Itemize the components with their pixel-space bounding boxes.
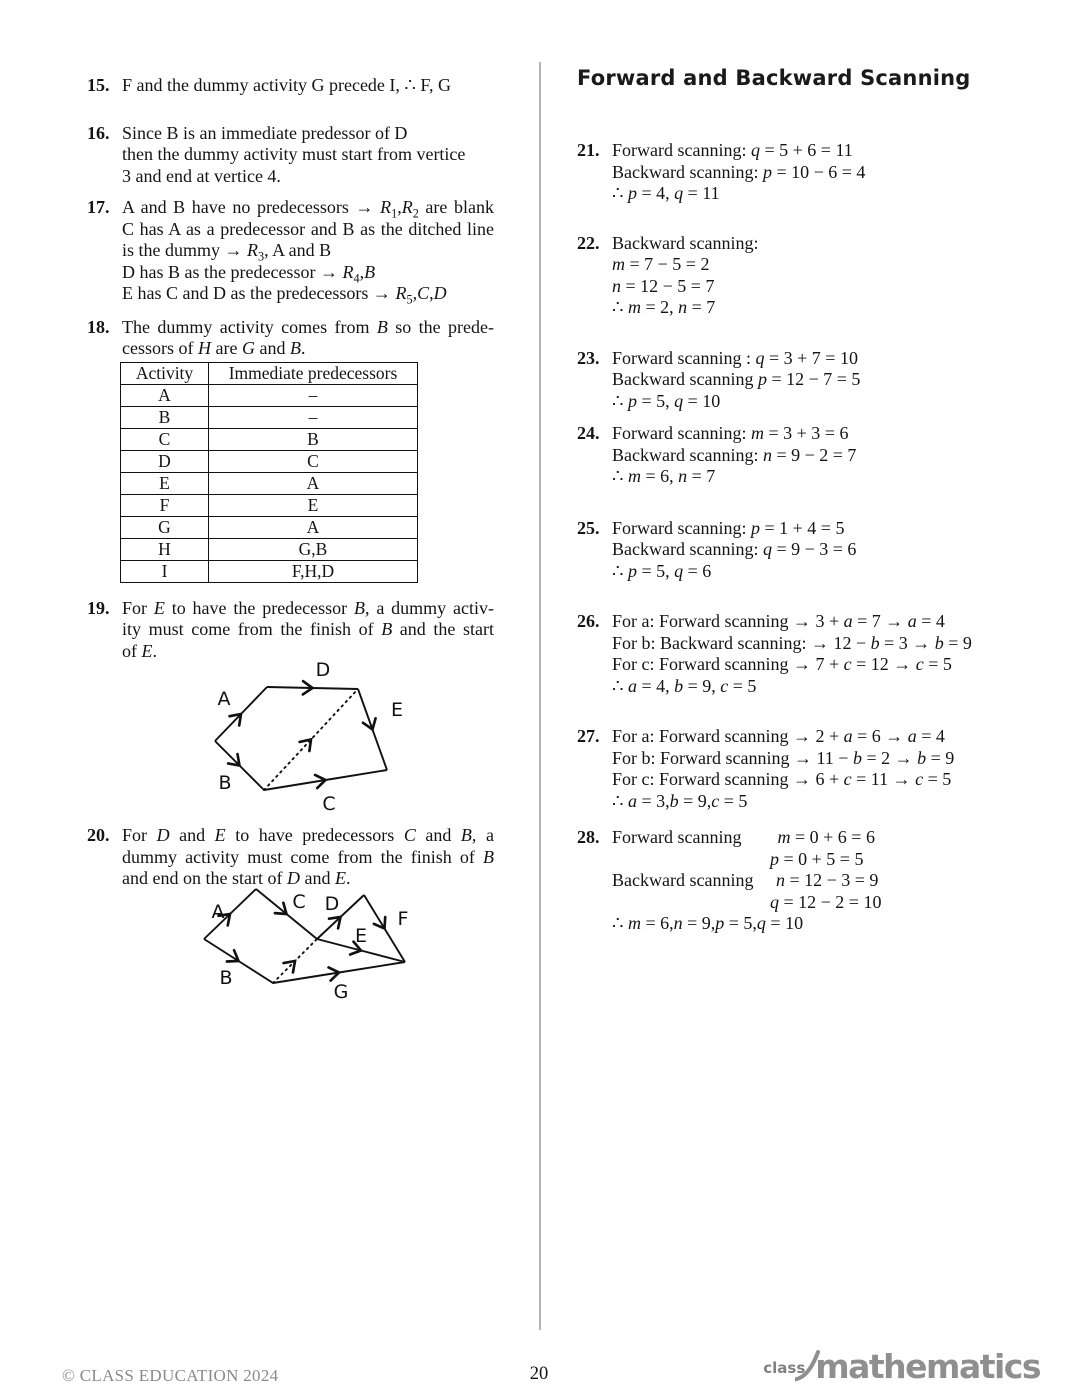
cell-activity: F xyxy=(121,494,209,516)
solution-line: cessors of H are G and B. xyxy=(122,338,306,358)
column-divider xyxy=(539,62,541,1330)
question-number: 25. xyxy=(577,517,600,538)
solution-line: then the dummy activity must start from vertice xyxy=(122,144,466,164)
cell-predecessors: E xyxy=(209,494,418,516)
solution-line: is the dummy → $R_3$, A and B xyxy=(122,240,332,264)
right-column xyxy=(577,66,1047,935)
question-22 xyxy=(577,233,1047,319)
logo-mathematics-text: mathematics xyxy=(815,1346,1040,1386)
edge-label-a: A xyxy=(211,900,225,923)
table-row xyxy=(121,450,418,472)
question-number: 22. xyxy=(577,232,600,253)
edge-label-c: C xyxy=(292,890,306,913)
question-20 xyxy=(87,825,494,1006)
solution-line: Backward scanning: xyxy=(612,232,759,253)
solution-line: Forward scanning: p = 1 + 4 = 5 xyxy=(612,517,845,538)
cell-activity: D xyxy=(121,450,209,472)
solution-line: ∴ p = 5, q = 6 xyxy=(612,560,712,581)
solution-line: ∴ m = 2, n = 7 xyxy=(612,297,716,317)
solution-line: ∴ m = 6, n = 7 xyxy=(612,466,716,486)
question-19 xyxy=(87,598,494,818)
table-row xyxy=(121,472,418,494)
solution-line: E has C and D as the predecessors → $R_5,C,D$ xyxy=(122,283,447,307)
edge-e xyxy=(358,689,387,770)
edge-g xyxy=(273,962,405,983)
solution-line: For a: Forward scanning → 3 + a = 7 → a = 4 xyxy=(612,611,945,631)
solution-line: Backward scanning: p = 10 − 6 = 4 xyxy=(612,161,866,182)
table-row xyxy=(121,538,418,560)
solution-line: Forward scanning m = 0 + 6 = 6 xyxy=(612,827,875,847)
solution-line: q = 12 − 2 = 10 xyxy=(770,891,882,912)
solution-line: of E. xyxy=(122,640,157,661)
question-18 xyxy=(87,317,494,583)
edge-label-c: C xyxy=(322,793,336,815)
solution-line: Since B is an immediate predessor of D xyxy=(122,122,408,143)
solution-line: m = 7 − 5 = 2 xyxy=(612,254,710,274)
solution-line: For c: Forward scanning → 6 + c = 11 → c = 5 xyxy=(612,769,952,789)
network-diagram-20 xyxy=(185,878,425,1006)
edge-d xyxy=(267,687,358,689)
question-26 xyxy=(577,611,1047,697)
solution-line: The dummy activity comes from B so the prede- xyxy=(122,316,494,337)
solution-line: D has B as the predecessor → $R_4,B$ xyxy=(122,261,376,286)
cell-activity: E xyxy=(121,472,209,494)
column-header-predecessors: Immediate predecessors xyxy=(209,362,418,384)
edge-label-b: B xyxy=(218,772,232,794)
solution-line: ∴ p = 5, q = 10 xyxy=(612,390,721,411)
cell-activity: H xyxy=(121,538,209,560)
solution-line: and end on the start of D and E. xyxy=(122,868,351,888)
question-28 xyxy=(577,827,1047,935)
table-row xyxy=(121,406,418,428)
solution-line: p = 0 + 5 = 5 xyxy=(770,848,864,869)
question-number: 27. xyxy=(577,726,600,746)
page-number: 20 xyxy=(529,1364,549,1384)
left-column xyxy=(87,75,494,1006)
logo-class-text: class xyxy=(763,1359,806,1377)
cell-predecessors: – xyxy=(209,406,418,428)
dummy-edge xyxy=(264,689,358,790)
cell-activity: C xyxy=(121,428,209,450)
solution-line: For D and E to have predecessors C and B, a xyxy=(122,825,494,845)
question-number: 18. xyxy=(87,316,110,337)
column-header-activity: Activity xyxy=(121,362,209,384)
predecessor-table xyxy=(120,362,418,583)
solution-line: Forward scanning: m = 3 + 3 = 6 xyxy=(612,423,849,443)
edge-label-e: E xyxy=(390,699,404,721)
question-number: 26. xyxy=(577,611,600,631)
solution-line: ∴ a = 4, b = 9, c = 5 xyxy=(612,675,757,696)
solution-line: ∴ a = 3,b = 9,c = 5 xyxy=(612,790,748,811)
edge-b xyxy=(204,939,273,983)
solution-line: ∴ m = 6,n = 9,p = 5,q = 10 xyxy=(612,913,804,933)
edge-label-g: G xyxy=(333,980,349,1003)
brand-logo xyxy=(763,1346,1040,1386)
copyright-text: © CLASS EDUCATION 2024 xyxy=(62,1366,279,1385)
edge-label-f: F xyxy=(397,907,409,930)
solution-line: A and B have no predecessors → $R_1,R_2$ are blank xyxy=(122,197,494,221)
question-number: 28. xyxy=(577,827,600,847)
question-15 xyxy=(87,75,494,97)
solution-line: ∴ p = 4, q = 11 xyxy=(612,183,720,203)
solution-line: Forward scanning : q = 3 + 7 = 10 xyxy=(612,347,858,368)
question-27 xyxy=(577,726,1047,812)
question-number: 15. xyxy=(87,75,110,95)
edge-label-b: B xyxy=(219,966,233,989)
question-number: 20. xyxy=(87,825,110,845)
solution-line: For E to have the predecessor B, a dummy activ- xyxy=(122,597,494,618)
solution-line: n = 12 − 5 = 7 xyxy=(612,275,715,296)
question-16 xyxy=(87,123,494,188)
cell-predecessors: B xyxy=(209,428,418,450)
table-header-row xyxy=(121,362,418,384)
question-number: 23. xyxy=(577,347,600,368)
edge-c xyxy=(264,770,387,790)
edge-label-e: E xyxy=(354,924,368,947)
solution-line: For a: Forward scanning → 2 + a = 6 → a = 4 xyxy=(612,726,945,746)
question-number: 21. xyxy=(577,140,600,160)
edge-c xyxy=(256,889,317,939)
solution-line: Backward scanning p = 12 − 7 = 5 xyxy=(612,369,861,389)
cell-activity: G xyxy=(121,516,209,538)
cell-predecessors: A xyxy=(209,516,418,538)
question-number: 17. xyxy=(87,197,110,217)
question-17 xyxy=(87,197,494,305)
cell-predecessors: A xyxy=(209,472,418,494)
solution-line: F and the dummy activity G precede I, ∴ F, G xyxy=(122,75,451,95)
question-number: 19. xyxy=(87,597,110,618)
solution-line: Backward scanning: n = 9 − 2 = 7 xyxy=(612,444,857,465)
edge-label-d: D xyxy=(324,892,340,915)
solution-line: Forward scanning: q = 5 + 6 = 11 xyxy=(612,140,853,160)
question-21 xyxy=(577,140,1047,205)
table-row xyxy=(121,494,418,516)
question-25 xyxy=(577,518,1047,583)
table-row xyxy=(121,560,418,582)
cell-activity: A xyxy=(121,384,209,406)
solution-line: ity must come from the finish of B and the start xyxy=(122,619,494,639)
solution-line: For b: Forward scanning → 11 − b = 2 → b = 9 xyxy=(612,747,955,768)
network-diagram-19 xyxy=(195,652,425,817)
solution-line: Backward scanning n = 12 − 3 = 9 xyxy=(612,870,879,890)
cell-predecessors: G,B xyxy=(209,538,418,560)
question-23 xyxy=(577,348,1047,413)
question-number: 16. xyxy=(87,122,110,143)
solution-line: Backward scanning: q = 9 − 3 = 6 xyxy=(612,539,857,559)
cell-activity: B xyxy=(121,406,209,428)
table-row xyxy=(121,428,418,450)
cell-predecessors: C xyxy=(209,450,418,472)
solution-line: For c: Forward scanning → 7 + c = 12 → c = 5 xyxy=(612,654,952,674)
table-row xyxy=(121,516,418,538)
cell-activity: I xyxy=(121,560,209,582)
solution-line: 3 and end at vertice 4. xyxy=(122,165,281,186)
question-number: 24. xyxy=(577,423,600,443)
cell-predecessors: F,H,D xyxy=(209,560,418,582)
section-heading: Forward and Backward Scanning xyxy=(577,66,971,90)
edge-label-a: A xyxy=(217,688,231,710)
edge-label-d: D xyxy=(315,659,331,681)
logo-swoosh-icon xyxy=(795,1346,821,1386)
question-24 xyxy=(577,423,1047,488)
solution-line: C has A as a predecessor and B as the ditched line xyxy=(122,218,494,239)
solution-line: dummy activity must come from the finish of B xyxy=(122,846,494,867)
cell-predecessors: – xyxy=(209,384,418,406)
table-row xyxy=(121,384,418,406)
solution-line: For b: Backward scanning: → 12 − b = 3 → b = 9 xyxy=(612,632,972,653)
